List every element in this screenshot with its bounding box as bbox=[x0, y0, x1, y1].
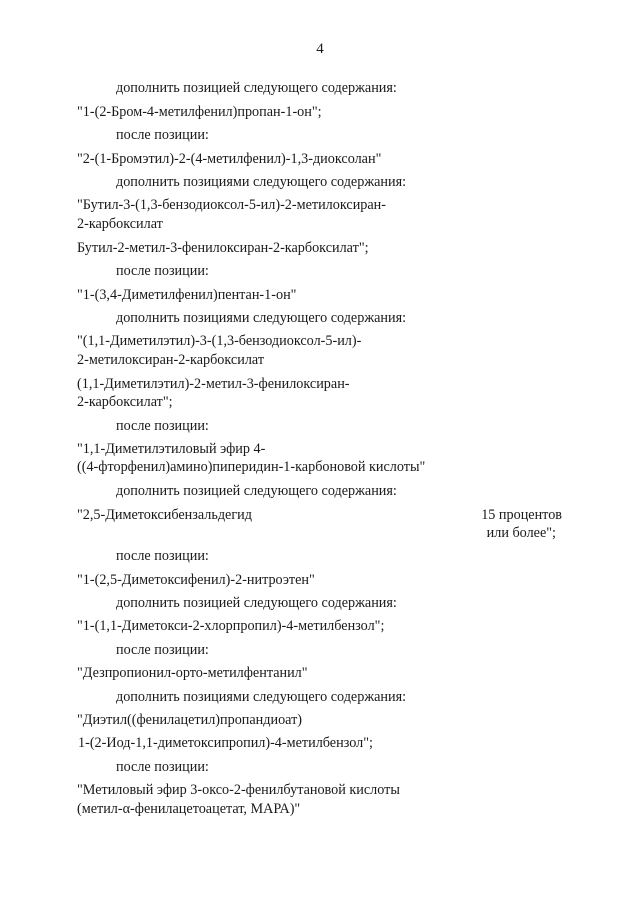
substance-entry: "2-(1-Бромэтил)-2-(4-метилфенил)-1,3-диоксолан" bbox=[77, 151, 382, 167]
instruction-after-item: после позиции: bbox=[116, 418, 209, 434]
instruction-add-item: дополнить позицией следующего содержания: bbox=[116, 80, 397, 96]
substance-entry: "Дезпропионил-орто-метилфентанил" bbox=[77, 665, 308, 681]
instruction-after-item: после позиции: bbox=[116, 127, 209, 143]
instruction-after-item: после позиции: bbox=[116, 263, 209, 279]
substance-entry-continued: 2-метилоксиран-2-карбоксилат bbox=[77, 352, 265, 368]
substance-entry-continued: 2-карбоксилат"; bbox=[77, 394, 173, 410]
page-number: 4 bbox=[316, 41, 324, 57]
substance-entry: "Диэтил((фенилацетил)пропандиоат) bbox=[77, 712, 303, 728]
substance-entry: (1,1-Диметилэтил)-2-метил-3-фенилоксиран- bbox=[77, 376, 350, 392]
instruction-after-item: после позиции: bbox=[116, 642, 209, 658]
substance-entry: "1-(2-Бром-4-метилфенил)пропан-1-он"; bbox=[77, 104, 322, 120]
instruction-add-item: дополнить позицией следующего содержания: bbox=[116, 483, 397, 499]
substance-entry: "(1,1-Диметилэтил)-3-(1,3-бензодиоксол-5-ил)- bbox=[77, 333, 362, 349]
substance-entry-continued: (метил-α-фенилацетоацетат, МАРА)" bbox=[77, 801, 301, 817]
threshold-qualifier: или более"; bbox=[486, 525, 556, 541]
threshold-value: 15 процентов bbox=[481, 507, 562, 523]
substance-entry: 1-(2-Иод-1,1-диметоксипропил)-4-метилбензол"; bbox=[78, 735, 373, 751]
substance-entry-continued: ((4-фторфенил)амино)пиперидин-1-карбоновой кислоты" bbox=[77, 459, 426, 475]
instruction-after-item: после позиции: bbox=[116, 548, 209, 564]
instruction-after-item: после позиции: bbox=[116, 759, 209, 775]
substance-entry: "1-(2,5-Диметоксифенил)-2-нитроэтен" bbox=[77, 572, 315, 588]
instruction-add-items: дополнить позициями следующего содержания: bbox=[116, 310, 407, 326]
substance-entry: "Метиловый эфир 3-оксо-2-фенилбутановой кислоты bbox=[77, 782, 400, 798]
substance-entry: "Бутил-3-(1,3-бензодиоксол-5-ил)-2-метилоксиран- bbox=[77, 197, 386, 213]
substance-entry: "2,5-Диметоксибензальдегид bbox=[77, 507, 252, 523]
substance-entry: "1-(3,4-Диметилфенил)пентан-1-он" bbox=[77, 287, 297, 303]
instruction-add-items: дополнить позициями следующего содержания: bbox=[116, 689, 407, 705]
instruction-add-item: дополнить позицией следующего содержания: bbox=[116, 595, 397, 611]
instruction-add-items: дополнить позициями следующего содержания: bbox=[116, 174, 407, 190]
substance-entry: Бутил-2-метил-3-фенилоксиран-2-карбоксилат"; bbox=[77, 240, 369, 256]
substance-entry: "1-(1,1-Диметокси-2-хлорпропил)-4-метилбензол"; bbox=[77, 618, 385, 634]
substance-entry: "1,1-Диметилэтиловый эфир 4- bbox=[77, 441, 266, 457]
substance-entry-continued: 2-карбоксилат bbox=[77, 216, 163, 232]
